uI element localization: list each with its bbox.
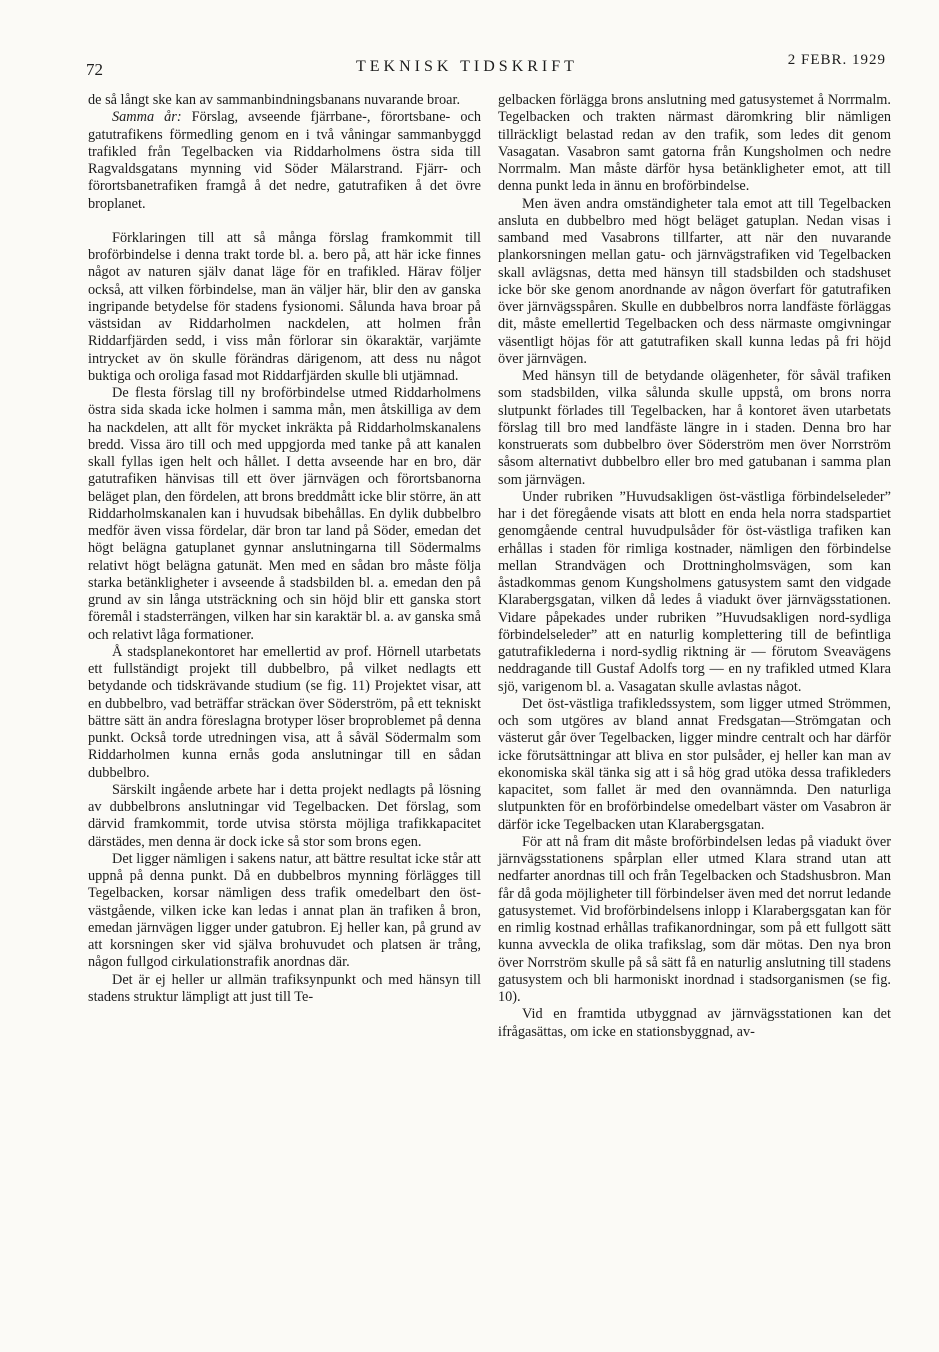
paragraph: Under rubriken ”Huvudsakligen öst-västliga förbindelseleder” har i det föregående visats att blott en enda hela norra stadspartiet genomgående central huvudpulsåder för öst-västliga trafiken kan erhållas i staden för rimliga kostnader, nämligen den förbindelse mellan Strandvägen och Drottningholmsvägen, som kan åstadkommas genom Kungsholmens gatusystem samt den vidgade Klarabergsgatan, vilken då ledes å viadukt över järnvägsstationen. Vidare påpekades under rubriken ”Huvudsakligen nord-sydliga förbindelseleder” att en naturlig komplettering till de befintliga gatutrafiklederna i nord-sydlig riktning är — förutom Sveavägens neddragande till Gustaf Adolfs torg — en ny trafikled utmed Klara sjö, varigenom bl. a. Vasagatan skulle avlastas något. bbox=[498, 488, 891, 695]
paragraph bbox=[88, 109, 481, 213]
paragraph: gelbacken förlägga brons anslutning med gatusystemet å Norrmalm. Tegelbacken och trakten närmast däromkring blir nämligen tillräckligt belastad redan av den trafik, som ledes dit genom Vasagatan. Vasabron samt gatorna från Kungsholmen och nedre Norrmalm. Man måste därför hysa betänkligheter emot, att till denna punkt leda in ännu en broförbindelse. bbox=[498, 92, 891, 195]
paragraph: Men även andra omständigheter tala emot att till Tegelbacken ansluta en dubbelbro med högt beläget gatuplan. Nedan visas i samband med Vasabrons tillfarter, att när den nuvarande plankorsningen mellan gatu- och järnvägstrafiken vid Tegelbacken skall avlägsnas, detta med hänsyn till stadsbilden och stadshuset icke bör ske genom anordnande av någon överfart för gatutrafiken över järnvägsspåren. Skulle en dubbelbros norra landfäste förläggas dit, måste emellertid Tegelbacken och dess närmaste omgivningar väsentligt höjas för att gatutrafiken skall kunna ledas på fri höjd över järnvägen. bbox=[498, 195, 891, 367]
paragraph: Det ligger nämligen i sakens natur, att bättre resultat icke står att uppnå på denna punkt. Då en dubbelbros mynning förlägges till Tegelbacken, korsar nämligen dess trafik omedelbart den öst-västgående, vilken icke kan ledas i annat plan än trafiken å bron, emedan järnvägen ligger under gatubron. Ej heller kan, på grund av att korsningen sker vid själva brohuvudet och platsen är trång, någon fullgod cirkulationstrafik anordnas där. bbox=[88, 850, 481, 971]
paragraph: För att nå fram dit måste broförbindelsen ledas på viadukt över järnvägsstationens spårplan eller utmed Klara strand utan att nedfarter anordnas till och från Tegelbacken och Stadshusbron. Man får då goda möjligheter till förbindelser även med det norrut ledande gatusystemet. Vid broförbindelsens inlopp i Klarabergsgatan kan för en rimlig kostnad erhållas trafikanordningar, som på ett fullgott sätt kunna avveckla de olika trafikslag, som där mötas. Den nya bron över Norrström skulle på så sätt få en naturlig anslutning till stadens gatusystem och bli harmoniskt inordnad i stadsorganismen (se fig. 10). bbox=[498, 833, 891, 1005]
right-column bbox=[498, 92, 891, 1041]
paragraph: Särskilt ingående arbete har i detta projekt nedlagts på lösning av dubbelbrons anslutningar vid Tegelbacken. Det förslag, som därvid framkommit, torde utvisa största möjliga trafikkapacitet därstädes, men denna är dock icke så stor som brons egen. bbox=[88, 781, 481, 850]
page-number: 72 bbox=[86, 60, 103, 79]
page-header bbox=[86, 50, 886, 80]
paragraph-lead: Samma år: bbox=[112, 109, 182, 126]
paragraph: De flesta förslag till ny broförbindelse utmed Riddarholmens östra sida skada icke holmen i samma mån, men åtskilliga av dem ha nackdelen, att allt för mycket inkräkta på Riddarholmskanalens bredd. Vissa äro till och med uppgjorda med tanke på att kanalen skall fyllas igen helt och hållet. I detta avseende har en bro, där gatutrafiken hänvisas till ett över järnvägen och förortsbanorna beläget plan, den fördelen, att brons breddmått icke blir större, än att Riddarholmskanalen kan i huvudsak bibehållas. En dylik dubbelbro medför även vissa fördelar, där bron tar land på Söder, emedan det högt belägna gatuplanet gynnar anslutningarna till Södermalms relativt högt belägna gatunät. Men med en sådan bro måste följa starka betänkligheter i avseende å stadsbilden bl. a. emedan den på grund av sin långa utsträckning och sin höjd blir ett ganska stort föremål i stadsterrängen, vilken har sin karaktär bl. a. av ganska små och relativt låga formationer. bbox=[88, 385, 481, 643]
paragraph: Förklaringen till att så många förslag framkommit till broförbindelse i denna trakt torde bl. a. bero på, att här icke finnes något av naturen själv danat läge för en trafikled. Härav följer också, att vilken förbindelse, man än väljer här, blir den av ganska ingripande betydelse för stadens fysionomi. Sålunda hava broar på västsidan av Riddarholmen nackdelen, att holmen från Riddarfjärden sedd, i viss mån förlorar sin ökaraktär, varjämte intrycket av ön skulle förändras därigenom, att dess nu något buktiga och oroliga fasad mot Riddarfjärden skulle bli utjämnad. bbox=[88, 229, 481, 384]
paragraph: de så långt ske kan av sammanbindningsbanans nuvarande broar. bbox=[88, 92, 461, 108]
issue-date: 2 FEBR. 1929 bbox=[787, 52, 886, 68]
paragraph: Med hänsyn till de betydande olägenheter, för såväl trafiken som stadsbilden, vilka sålunda skulle uppstå, om brons norra slutpunkt förlades till Tegelbacken, har å kontoret även utarbetats förslag till bro med landfäste längre in i staden. Denna bro har konstruerats som dubbelbro över Söderström men över Norrström såsom alternativt dubbelbro eller bro med gatubanan i samma plan som järnvägen. bbox=[498, 368, 891, 488]
paragraph: Å stadsplanekontoret har emellertid av prof. Hörnell utarbetats ett fullständigt projekt till dubbelbro, på vilket nedlagts ett betydande och tidskrävande studium (se fig. 11) Projektet visar, att en dubbelbro, vad beträffar sträckan över Söderström, på ett tekniskt bättre sätt än andra föreslagna brotyper löser broproblemet på denna punkt. Också torde utredningen visa, att å såväl Södermalm som Riddarholmen kunna ernås goda anslutningar till en sådan dubbelbro. bbox=[88, 643, 481, 781]
left-column bbox=[88, 92, 481, 1006]
paragraph: Vid en framtida utbyggnad av järnvägsstationen kan det ifrågasättas, om icke en stationsbyggnad, av- bbox=[498, 1006, 891, 1040]
paragraph-body: Förslag, avseende fjärrbane-, förortsbane- och gatutrafikens förmedling genom en i två våningar sammanbyggd trafikled från Tegelbacken via Riddarholmens östra sida till Ragvaldsgatans mynning vid Söder Mälarstrand. Fjärr- och förortsbanetrafiken framgå å det nedre, gatutrafiken å det övre broplanet. bbox=[88, 109, 481, 212]
journal-title: TEKNISK TIDSKRIFT bbox=[356, 58, 578, 75]
paragraph: Det öst-västliga trafikledssystem, som ligger utmed Strömmen, och som utgöres av bland annat Fredsgatan—Strömgatan och västerut går över Tegelbacken, ligger mindre centralt och har därför icke förutsättningar att bliva en stor pulsåder, ej heller kan man av ekonomiska skäl tänka sig att i så hög grad utöka dessa trafikleders kapacitet, som fallet är med den ovannämnda. Den naturliga slutpunkten för en broförbindelse omedelbart väster om Vasabron är därför icke Tegelbacken utan Klarabergsgatan. bbox=[498, 695, 891, 833]
paragraph: Det är ej heller ur allmän trafiksynpunkt och med hänsyn till stadens struktur lämpligt att just till Te- bbox=[88, 971, 481, 1005]
